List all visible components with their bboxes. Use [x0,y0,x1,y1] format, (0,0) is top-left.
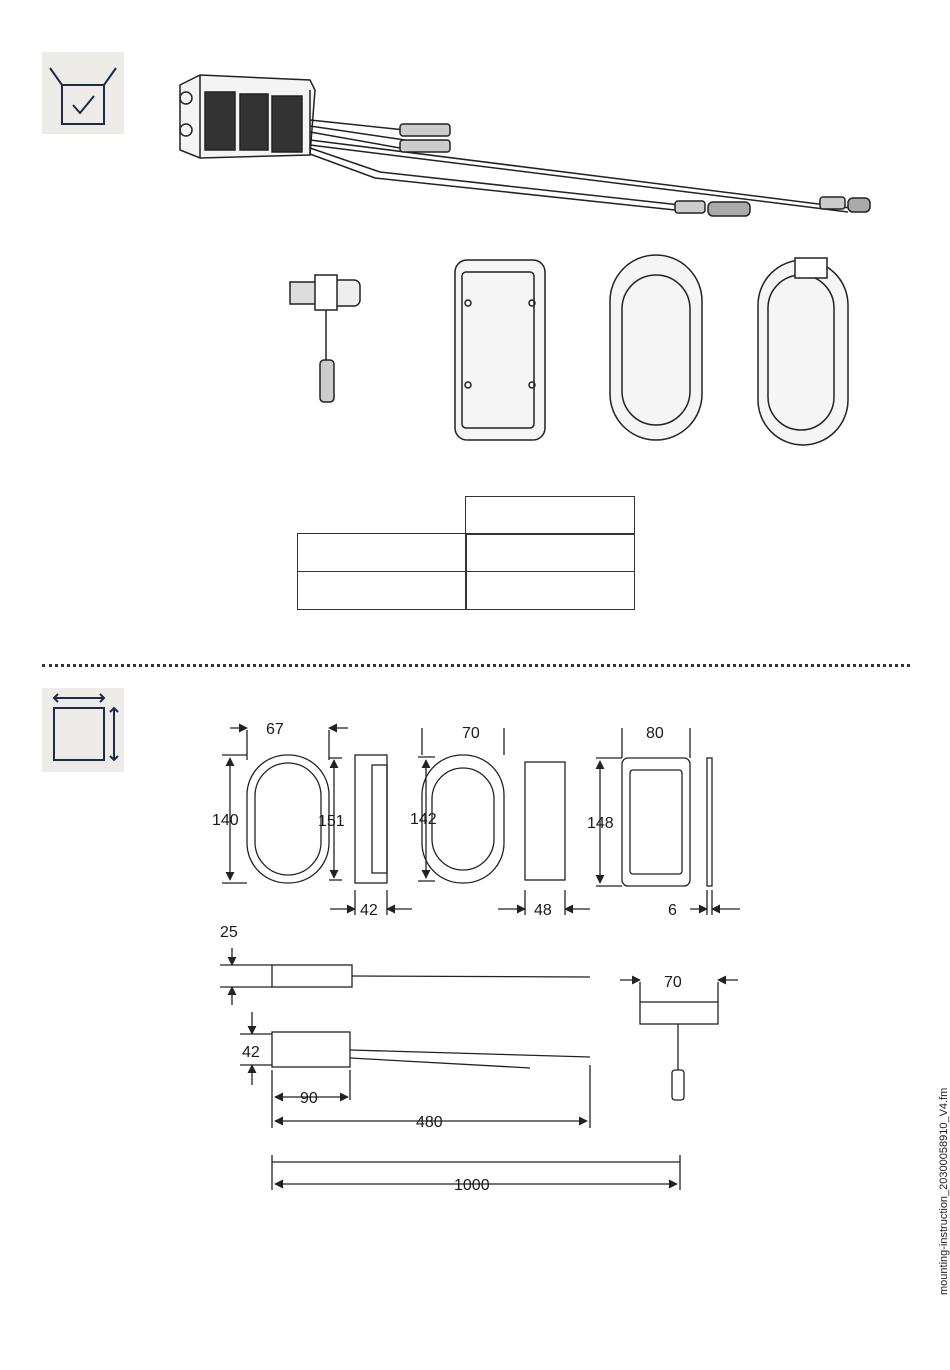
dim-t-connector-width: 70 [664,974,682,991]
dim-frame-medium-depth: 48 [534,902,552,919]
dim-frame-small-height-outer: 151 [318,813,345,830]
scope-of-delivery-icon-box [42,52,124,134]
dimension-square-icon [42,688,124,772]
dim-frame-medium-height: 142 [410,811,437,828]
scope-of-delivery-illustration [160,60,910,460]
dim-frame-small-width: 67 [266,721,284,738]
table-row-1-value [465,533,635,572]
section-divider [42,664,910,667]
dim-control-box-width: 90 [300,1090,318,1107]
table-row-2-value [465,571,635,610]
dim-frame-medium-width: 70 [462,725,480,742]
dim-frame-small-height: 140 [212,812,239,829]
scope-of-delivery-table [297,496,635,610]
dimensions-icon-box [42,688,124,772]
dim-cover-plate-depth: 6 [668,902,677,919]
dimensions-drawing [200,700,760,1220]
table-row-2-label [297,571,467,610]
file-name-label: mounting-instruction_20300058910_V4.fm [938,1087,950,1295]
dim-control-box-top: 42 [242,1044,260,1061]
dim-control-box-cable: 480 [416,1114,443,1131]
dim-cover-plate-width: 80 [646,725,664,742]
table-row-1-label [297,533,467,572]
dim-extension-cable: 1000 [454,1177,490,1194]
dim-cover-plate-height: 148 [587,815,614,832]
box-check-icon [42,52,124,134]
dim-control-box-side: 25 [220,924,238,941]
dim-frame-small-depth: 42 [360,902,378,919]
table-header-cell [465,496,635,535]
